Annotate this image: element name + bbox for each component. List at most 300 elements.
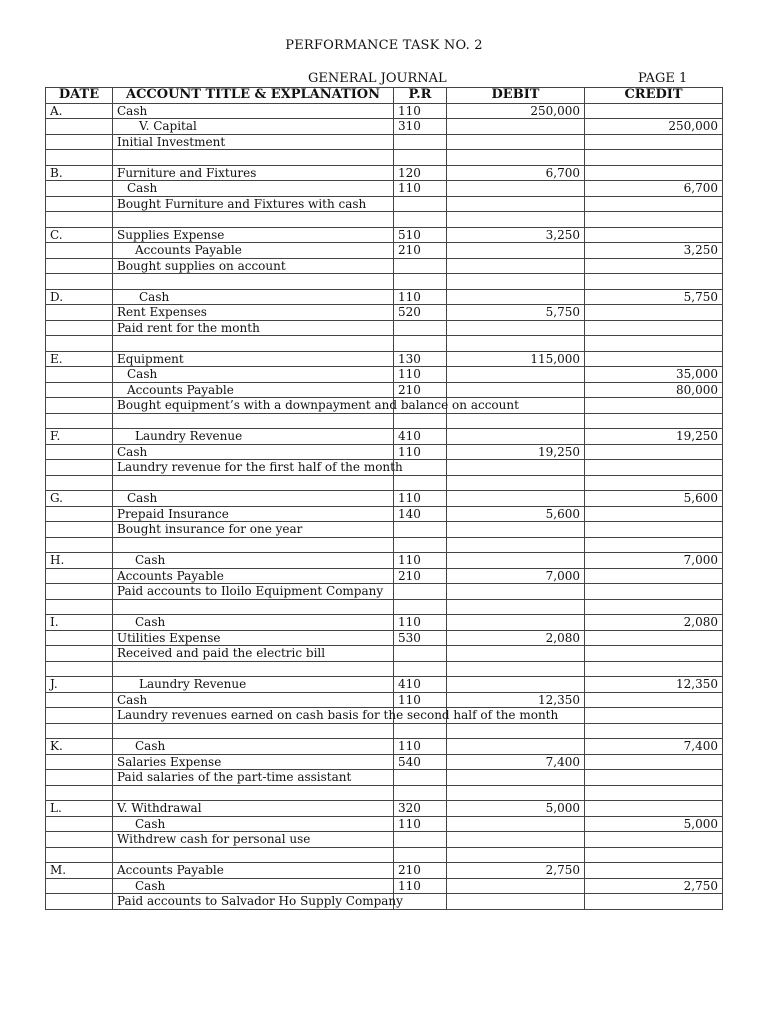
debit-amount: 115,000 bbox=[447, 351, 585, 367]
entry-explanation: Laundry revenues earned on cash basis for the second half of the month bbox=[113, 708, 394, 724]
debit-amount: 5,000 bbox=[447, 801, 585, 817]
entry-explanation: Withdrew cash for personal use bbox=[113, 832, 394, 848]
empty-cell bbox=[46, 444, 113, 460]
empty-cell bbox=[585, 413, 723, 429]
account-title: Cash bbox=[113, 692, 394, 708]
posting-reference: 320 bbox=[394, 801, 447, 817]
empty-cell bbox=[46, 367, 113, 383]
empty-cell bbox=[113, 661, 394, 677]
empty-cell bbox=[447, 320, 585, 336]
entry-date: J. bbox=[46, 677, 113, 693]
journal-line-row bbox=[46, 739, 723, 755]
credit-amount: 250,000 bbox=[585, 119, 723, 135]
posting-reference: 510 bbox=[394, 227, 447, 243]
empty-cell bbox=[585, 847, 723, 863]
empty-cell bbox=[113, 413, 394, 429]
empty-cell bbox=[447, 522, 585, 538]
empty-cell bbox=[46, 894, 113, 910]
credit-amount: 5,750 bbox=[585, 289, 723, 305]
account-title bbox=[113, 119, 394, 135]
empty-cell bbox=[585, 894, 723, 910]
empty-cell bbox=[585, 584, 723, 600]
empty-cell bbox=[46, 181, 113, 197]
empty-cell bbox=[394, 274, 447, 290]
debit-amount: 6,700 bbox=[447, 165, 585, 181]
explanation-row bbox=[46, 708, 723, 724]
entry-explanation: Received and paid the electric bill bbox=[113, 646, 394, 662]
empty-cell bbox=[113, 537, 394, 553]
empty-cell bbox=[585, 336, 723, 352]
debit-amount bbox=[447, 367, 585, 383]
credit-amount bbox=[585, 351, 723, 367]
journal-line-row bbox=[46, 119, 723, 135]
account-title: Utilities Expense bbox=[113, 630, 394, 646]
account-title bbox=[113, 243, 394, 259]
spacer-row bbox=[46, 599, 723, 615]
column-header-debit: DEBIT bbox=[447, 88, 585, 104]
account-title: Accounts Payable bbox=[113, 863, 394, 879]
posting-reference: 530 bbox=[394, 630, 447, 646]
spacer-row bbox=[46, 847, 723, 863]
posting-reference: 210 bbox=[394, 382, 447, 398]
debit-amount bbox=[447, 491, 585, 507]
account-title: Rent Expenses bbox=[113, 305, 394, 321]
posting-reference: 540 bbox=[394, 754, 447, 770]
empty-cell bbox=[447, 336, 585, 352]
credit-amount: 6,700 bbox=[585, 181, 723, 197]
posting-reference: 110 bbox=[394, 367, 447, 383]
empty-cell bbox=[447, 150, 585, 166]
journal-line-row bbox=[46, 553, 723, 569]
empty-cell bbox=[447, 258, 585, 274]
empty-cell bbox=[113, 150, 394, 166]
empty-cell bbox=[447, 770, 585, 786]
entry-date: B. bbox=[46, 165, 113, 181]
empty-cell bbox=[394, 413, 447, 429]
account-title: V. Withdrawal bbox=[113, 801, 394, 817]
debit-amount: 7,000 bbox=[447, 568, 585, 584]
journal-line-row bbox=[46, 181, 723, 197]
account-title: Furniture and Fixtures bbox=[113, 165, 394, 181]
posting-reference: 410 bbox=[394, 677, 447, 693]
posting-reference: 120 bbox=[394, 165, 447, 181]
empty-cell bbox=[394, 336, 447, 352]
account-title-text: V. Capital bbox=[139, 119, 197, 133]
debit-amount: 7,400 bbox=[447, 754, 585, 770]
debit-amount bbox=[447, 289, 585, 305]
journal-subtitle: GENERAL JOURNAL bbox=[308, 71, 447, 86]
account-title-text: Cash bbox=[135, 816, 166, 831]
account-title-text: Cash bbox=[127, 181, 158, 195]
empty-cell bbox=[394, 522, 447, 538]
explanation-row bbox=[46, 832, 723, 848]
account-title bbox=[113, 878, 394, 894]
empty-cell bbox=[46, 537, 113, 553]
debit-amount: 5,600 bbox=[447, 506, 585, 522]
empty-cell bbox=[46, 630, 113, 646]
debit-amount: 5,750 bbox=[447, 305, 585, 321]
debit-amount bbox=[447, 429, 585, 445]
debit-amount bbox=[447, 181, 585, 197]
empty-cell bbox=[394, 661, 447, 677]
empty-cell bbox=[585, 770, 723, 786]
column-header-pr: P.R bbox=[394, 88, 447, 104]
entry-explanation: Paid accounts to Iloilo Equipment Company bbox=[113, 584, 394, 600]
empty-cell bbox=[447, 212, 585, 228]
explanation-row bbox=[46, 460, 723, 476]
journal-line-row bbox=[46, 351, 723, 367]
empty-cell bbox=[585, 522, 723, 538]
posting-reference: 410 bbox=[394, 429, 447, 445]
credit-amount bbox=[585, 630, 723, 646]
spacer-row bbox=[46, 475, 723, 491]
empty-cell bbox=[113, 785, 394, 801]
explanation-row bbox=[46, 398, 723, 414]
entry-date: G. bbox=[46, 491, 113, 507]
empty-cell bbox=[113, 475, 394, 491]
debit-amount bbox=[447, 878, 585, 894]
empty-cell bbox=[46, 243, 113, 259]
account-title bbox=[113, 382, 394, 398]
entry-explanation: Paid rent for the month bbox=[113, 320, 394, 336]
empty-cell bbox=[447, 274, 585, 290]
journal-line-row bbox=[46, 615, 723, 631]
credit-amount bbox=[585, 692, 723, 708]
entry-date: K. bbox=[46, 739, 113, 755]
debit-amount bbox=[447, 615, 585, 631]
explanation-row bbox=[46, 584, 723, 600]
empty-cell bbox=[447, 599, 585, 615]
empty-cell bbox=[46, 119, 113, 135]
explanation-row bbox=[46, 196, 723, 212]
entry-date: H. bbox=[46, 553, 113, 569]
credit-amount bbox=[585, 506, 723, 522]
posting-reference: 110 bbox=[394, 692, 447, 708]
empty-cell bbox=[46, 754, 113, 770]
empty-cell bbox=[394, 212, 447, 228]
credit-amount: 7,000 bbox=[585, 553, 723, 569]
account-title-text: Cash bbox=[135, 878, 166, 893]
posting-reference: 110 bbox=[394, 444, 447, 460]
empty-cell bbox=[394, 832, 447, 848]
spacer-row bbox=[46, 537, 723, 553]
posting-reference: 520 bbox=[394, 305, 447, 321]
empty-cell bbox=[447, 134, 585, 150]
posting-reference: 110 bbox=[394, 739, 447, 755]
journal-line-row bbox=[46, 243, 723, 259]
empty-cell bbox=[46, 708, 113, 724]
account-title bbox=[113, 367, 394, 383]
empty-cell bbox=[447, 646, 585, 662]
credit-amount: 2,080 bbox=[585, 615, 723, 631]
journal-line-row bbox=[46, 677, 723, 693]
account-title: Supplies Expense bbox=[113, 227, 394, 243]
credit-amount bbox=[585, 165, 723, 181]
empty-cell bbox=[447, 584, 585, 600]
empty-cell bbox=[46, 274, 113, 290]
entry-date: M. bbox=[46, 863, 113, 879]
empty-cell bbox=[113, 599, 394, 615]
account-title bbox=[113, 615, 394, 631]
account-title bbox=[113, 491, 394, 507]
spacer-row bbox=[46, 212, 723, 228]
empty-cell bbox=[46, 134, 113, 150]
entry-date: L. bbox=[46, 801, 113, 817]
empty-cell bbox=[46, 475, 113, 491]
journal-line-row bbox=[46, 382, 723, 398]
journal-line-row bbox=[46, 103, 723, 119]
debit-amount: 19,250 bbox=[447, 444, 585, 460]
empty-cell bbox=[585, 398, 723, 414]
credit-amount: 5,000 bbox=[585, 816, 723, 832]
credit-amount: 12,350 bbox=[585, 677, 723, 693]
empty-cell bbox=[585, 723, 723, 739]
empty-cell bbox=[585, 212, 723, 228]
empty-cell bbox=[585, 320, 723, 336]
account-title: Equipment bbox=[113, 351, 394, 367]
empty-cell bbox=[394, 134, 447, 150]
debit-amount bbox=[447, 816, 585, 832]
debit-amount: 2,750 bbox=[447, 863, 585, 879]
journal-line-row bbox=[46, 801, 723, 817]
debit-amount: 12,350 bbox=[447, 692, 585, 708]
account-title-text: Cash bbox=[135, 553, 166, 567]
entry-date: A. bbox=[46, 103, 113, 119]
empty-cell bbox=[585, 134, 723, 150]
account-title: Salaries Expense bbox=[113, 754, 394, 770]
explanation-row bbox=[46, 894, 723, 910]
account-title-text: Accounts Payable bbox=[127, 382, 234, 397]
empty-cell bbox=[447, 475, 585, 491]
empty-cell bbox=[113, 212, 394, 228]
journal-line-row bbox=[46, 630, 723, 646]
spacer-row bbox=[46, 413, 723, 429]
account-title bbox=[113, 677, 394, 693]
posting-reference: 110 bbox=[394, 103, 447, 119]
account-title-text: Laundry Revenue bbox=[139, 677, 247, 691]
account-title-text: Cash bbox=[127, 367, 158, 381]
account-title-text: Cash bbox=[127, 491, 158, 505]
empty-cell bbox=[394, 196, 447, 212]
posting-reference: 110 bbox=[394, 491, 447, 507]
debit-amount bbox=[447, 677, 585, 693]
credit-amount: 5,600 bbox=[585, 491, 723, 507]
account-title: Prepaid Insurance bbox=[113, 506, 394, 522]
empty-cell bbox=[447, 460, 585, 476]
posting-reference: 110 bbox=[394, 615, 447, 631]
account-title-text: Accounts Payable bbox=[135, 243, 242, 257]
empty-cell bbox=[394, 150, 447, 166]
empty-cell bbox=[394, 847, 447, 863]
credit-amount bbox=[585, 568, 723, 584]
empty-cell bbox=[585, 785, 723, 801]
journal-line-row bbox=[46, 754, 723, 770]
journal-line-row bbox=[46, 863, 723, 879]
header-row bbox=[46, 88, 723, 104]
empty-cell bbox=[46, 785, 113, 801]
empty-cell bbox=[447, 894, 585, 910]
debit-amount bbox=[447, 553, 585, 569]
account-title bbox=[113, 739, 394, 755]
account-title-text: Cash bbox=[139, 289, 170, 304]
empty-cell bbox=[585, 274, 723, 290]
empty-cell bbox=[46, 506, 113, 522]
debit-amount bbox=[447, 243, 585, 259]
empty-cell bbox=[585, 150, 723, 166]
credit-amount bbox=[585, 444, 723, 460]
empty-cell bbox=[46, 568, 113, 584]
empty-cell bbox=[46, 398, 113, 414]
empty-cell bbox=[585, 475, 723, 491]
spacer-row bbox=[46, 150, 723, 166]
empty-cell bbox=[585, 708, 723, 724]
empty-cell bbox=[46, 723, 113, 739]
entry-date: D. bbox=[46, 289, 113, 305]
empty-cell bbox=[447, 537, 585, 553]
credit-amount bbox=[585, 801, 723, 817]
explanation-row bbox=[46, 522, 723, 538]
account-title-text: Cash bbox=[135, 739, 166, 753]
entry-explanation: Bought equipment’s with a downpayment and balance on account bbox=[113, 398, 394, 414]
empty-cell bbox=[46, 305, 113, 321]
credit-amount bbox=[585, 305, 723, 321]
entry-date: F. bbox=[46, 429, 113, 445]
empty-cell bbox=[447, 196, 585, 212]
posting-reference: 130 bbox=[394, 351, 447, 367]
empty-cell bbox=[394, 599, 447, 615]
entry-explanation: Initial Investment bbox=[113, 134, 394, 150]
empty-cell bbox=[46, 832, 113, 848]
journal-line-row bbox=[46, 491, 723, 507]
explanation-row bbox=[46, 320, 723, 336]
empty-cell bbox=[46, 584, 113, 600]
explanation-row bbox=[46, 134, 723, 150]
empty-cell bbox=[46, 196, 113, 212]
account-title bbox=[113, 816, 394, 832]
account-title: Accounts Payable bbox=[113, 568, 394, 584]
empty-cell bbox=[394, 320, 447, 336]
empty-cell bbox=[447, 847, 585, 863]
empty-cell bbox=[394, 770, 447, 786]
entry-explanation: Paid salaries of the part-time assistant bbox=[113, 770, 394, 786]
empty-cell bbox=[46, 320, 113, 336]
credit-amount: 7,400 bbox=[585, 739, 723, 755]
empty-cell bbox=[447, 832, 585, 848]
credit-amount: 3,250 bbox=[585, 243, 723, 259]
empty-cell bbox=[447, 413, 585, 429]
posting-reference: 110 bbox=[394, 878, 447, 894]
entry-date: E. bbox=[46, 351, 113, 367]
empty-cell bbox=[394, 475, 447, 491]
journal-line-row bbox=[46, 816, 723, 832]
empty-cell bbox=[585, 599, 723, 615]
empty-cell bbox=[394, 537, 447, 553]
column-header-credit: CREDIT bbox=[585, 88, 723, 104]
account-title-text: Cash bbox=[135, 615, 166, 629]
empty-cell bbox=[46, 336, 113, 352]
empty-cell bbox=[46, 661, 113, 677]
posting-reference: 310 bbox=[394, 119, 447, 135]
empty-cell bbox=[113, 336, 394, 352]
empty-cell bbox=[585, 537, 723, 553]
empty-cell bbox=[46, 522, 113, 538]
journal-line-row bbox=[46, 289, 723, 305]
journal-line-row bbox=[46, 367, 723, 383]
journal-line-row bbox=[46, 878, 723, 894]
journal-line-row bbox=[46, 444, 723, 460]
posting-reference: 140 bbox=[394, 506, 447, 522]
entry-explanation: Bought Furniture and Fixtures with cash bbox=[113, 196, 394, 212]
empty-cell bbox=[585, 661, 723, 677]
empty-cell bbox=[46, 413, 113, 429]
empty-cell bbox=[585, 460, 723, 476]
debit-amount bbox=[447, 739, 585, 755]
empty-cell bbox=[46, 646, 113, 662]
empty-cell bbox=[447, 723, 585, 739]
debit-amount: 2,080 bbox=[447, 630, 585, 646]
spacer-row bbox=[46, 723, 723, 739]
journal-line-row bbox=[46, 227, 723, 243]
account-title: Cash bbox=[113, 103, 394, 119]
empty-cell bbox=[46, 599, 113, 615]
credit-amount bbox=[585, 227, 723, 243]
empty-cell bbox=[46, 878, 113, 894]
posting-reference: 110 bbox=[394, 553, 447, 569]
debit-amount bbox=[447, 382, 585, 398]
document-title: PERFORMANCE TASK NO. 2 bbox=[285, 38, 483, 53]
empty-cell bbox=[585, 258, 723, 274]
entry-date: I. bbox=[46, 615, 113, 631]
empty-cell bbox=[394, 584, 447, 600]
credit-amount: 35,000 bbox=[585, 367, 723, 383]
account-title: Cash bbox=[113, 444, 394, 460]
journal-line-row bbox=[46, 692, 723, 708]
empty-cell bbox=[394, 646, 447, 662]
entry-explanation: Laundry revenue for the first half of the month bbox=[113, 460, 394, 476]
empty-cell bbox=[585, 196, 723, 212]
empty-cell bbox=[585, 832, 723, 848]
empty-cell bbox=[46, 382, 113, 398]
empty-cell bbox=[46, 816, 113, 832]
spacer-row bbox=[46, 661, 723, 677]
posting-reference: 110 bbox=[394, 181, 447, 197]
credit-amount bbox=[585, 754, 723, 770]
journal-line-row bbox=[46, 568, 723, 584]
empty-cell bbox=[46, 847, 113, 863]
posting-reference: 110 bbox=[394, 816, 447, 832]
entry-date: C. bbox=[46, 227, 113, 243]
empty-cell bbox=[46, 212, 113, 228]
posting-reference: 210 bbox=[394, 568, 447, 584]
empty-cell bbox=[113, 723, 394, 739]
credit-amount bbox=[585, 863, 723, 879]
empty-cell bbox=[46, 150, 113, 166]
general-journal-table bbox=[45, 87, 723, 910]
entry-explanation: Bought supplies on account bbox=[113, 258, 394, 274]
empty-cell bbox=[46, 692, 113, 708]
credit-amount bbox=[585, 103, 723, 119]
entry-explanation: Paid accounts to Salvador Ho Supply Company bbox=[113, 894, 394, 910]
explanation-row bbox=[46, 770, 723, 786]
empty-cell bbox=[46, 460, 113, 476]
empty-cell bbox=[585, 646, 723, 662]
empty-cell bbox=[113, 847, 394, 863]
journal-line-row bbox=[46, 429, 723, 445]
empty-cell bbox=[394, 785, 447, 801]
empty-cell bbox=[394, 258, 447, 274]
entry-explanation: Bought insurance for one year bbox=[113, 522, 394, 538]
credit-amount: 80,000 bbox=[585, 382, 723, 398]
